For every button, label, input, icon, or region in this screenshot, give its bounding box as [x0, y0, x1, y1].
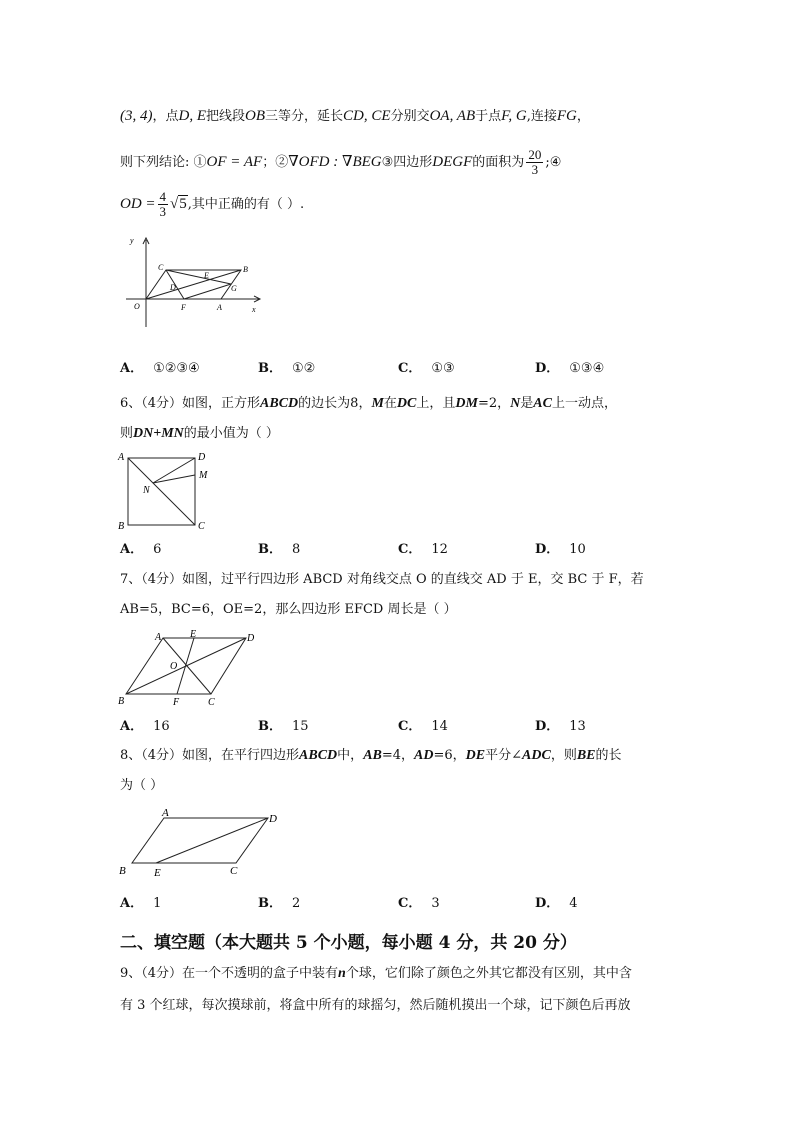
q7-options — [120, 715, 680, 735]
line-fg — [184, 284, 231, 299]
line-cg — [166, 270, 231, 284]
diagonal-ac — [128, 458, 195, 525]
label-c: C — [208, 697, 215, 708]
bisector-de — [156, 818, 268, 863]
q8-line-1: 8、（4分）如图，在平行四边形ABCD中，AB=4，AD=6，DE平分∠ADC，则BE的长 — [120, 748, 622, 763]
q7-option-a[interactable]: A． 16 — [120, 719, 170, 734]
label-o: O — [134, 302, 140, 311]
diagonal-ob — [146, 270, 241, 299]
q8-option-a[interactable]: A． 1 — [120, 896, 162, 911]
q8-line-2: 为（ ） — [120, 778, 164, 793]
label-g: G — [231, 284, 237, 293]
q6-option-d[interactable]: D． 10 — [535, 542, 586, 557]
q6-figure — [116, 448, 216, 533]
q5-figure — [118, 232, 268, 332]
label-c: C — [198, 521, 205, 532]
q5-sqrt: √5 — [170, 196, 187, 212]
q9-line-1: 9、（4分）在一个不透明的盒子中装有n个球，它们除了颜色之外其它都没有区别，其中含 — [120, 966, 632, 981]
q8-option-b[interactable]: B． 2 — [258, 896, 301, 911]
label-f: F — [181, 303, 186, 312]
q5-point-coord: (3, 4) — [120, 108, 153, 124]
q5-line-2: 则下列结论: ①OF = AF；②∇OFD : ∇BEG③四边形DEGF的面积为 $\frac{20}{3}$ ;④ — [120, 147, 562, 177]
q8-option-d[interactable]: D． 4 — [535, 896, 578, 911]
q5-line-1: (3, 4)，点D, E把线段OB三等分，延长CD, CE分别交OA, AB于点F, G,连接FG， — [120, 108, 590, 124]
q5-option-d[interactable]: D． ①③④ — [535, 361, 605, 376]
q7-option-b[interactable]: B． 15 — [258, 719, 309, 734]
q5-option-a[interactable]: A． ①②③④ — [120, 361, 200, 376]
label-a: A — [118, 452, 125, 463]
line-ef — [177, 638, 194, 694]
q7-figure — [116, 628, 266, 708]
q6-option-b[interactable]: B． 8 — [258, 542, 301, 557]
q9-line-2: 有 3 个红球，每次摸球前，将盒中所有的球摇匀，然后随机摸出一个球，记下颜色后再放 — [120, 998, 631, 1013]
q7-line-1: 7、（4分）如图，过平行四边形 ABCD 对角线交点 O 的直线交 AD 于 E，交 BC 于 F，若 — [120, 572, 644, 587]
label-f: F — [173, 697, 180, 708]
label-d: D — [247, 633, 255, 644]
q6-line-1: 6、（4分）如图，正方形ABCD的边长为8，M在DC上，且DM=2，N是AC上一动点， — [120, 396, 617, 411]
q7-option-d[interactable]: D． 13 — [535, 719, 586, 734]
q5-option-b[interactable]: B． ①② — [258, 361, 316, 376]
label-x: x — [252, 305, 256, 314]
q5-area-fraction: $\frac{20}{3}$ — [528, 147, 542, 177]
label-n: N — [143, 485, 150, 496]
q6-line-2: 则DN+MN的最小值为（ ） — [120, 426, 279, 441]
q6-option-a[interactable]: A． 6 — [120, 542, 162, 557]
label-c: C — [158, 263, 164, 272]
label-c: C — [230, 865, 238, 877]
q7-option-c[interactable]: C． 14 — [398, 719, 448, 734]
label-m: M — [199, 470, 208, 481]
label-y: y — [130, 236, 134, 245]
label-o: O — [170, 661, 178, 672]
q5-line-3: OD = $\frac{4}{3}$ √5,其中正确的有（ ）. — [120, 189, 305, 219]
label-d: D — [198, 452, 206, 463]
label-a: A — [155, 632, 162, 643]
section-heading: 二、填空题（本大题共 5 个小题，每小题 4 分，共 20 分） — [120, 933, 577, 953]
label-e: E — [190, 629, 197, 640]
q5-option-c[interactable]: C． ①③ — [398, 361, 455, 376]
q6-options — [120, 538, 680, 558]
label-d: D — [170, 283, 176, 292]
label-a: A — [162, 807, 169, 819]
label-b: B — [118, 696, 125, 707]
label-e: E — [204, 271, 209, 280]
q8-option-c[interactable]: C． 3 — [398, 896, 440, 911]
label-b: B — [119, 865, 126, 877]
q5-options — [120, 357, 680, 377]
parallelogram-abcd — [132, 818, 268, 863]
label-a: A — [217, 303, 222, 312]
q8-figure — [116, 802, 296, 882]
q7-line-2: AB=5，BC=6，OE=2，那么四边形 EFCD 周长是（ ） — [120, 602, 457, 617]
label-e: E — [154, 867, 161, 879]
q8-options — [120, 892, 680, 912]
label-b: B — [243, 265, 248, 274]
q5-od-fraction: $\frac{4}{3}$ — [159, 189, 167, 219]
q6-option-c[interactable]: C． 12 — [398, 542, 448, 557]
label-b: B — [118, 521, 125, 532]
label-d: D — [269, 813, 277, 825]
